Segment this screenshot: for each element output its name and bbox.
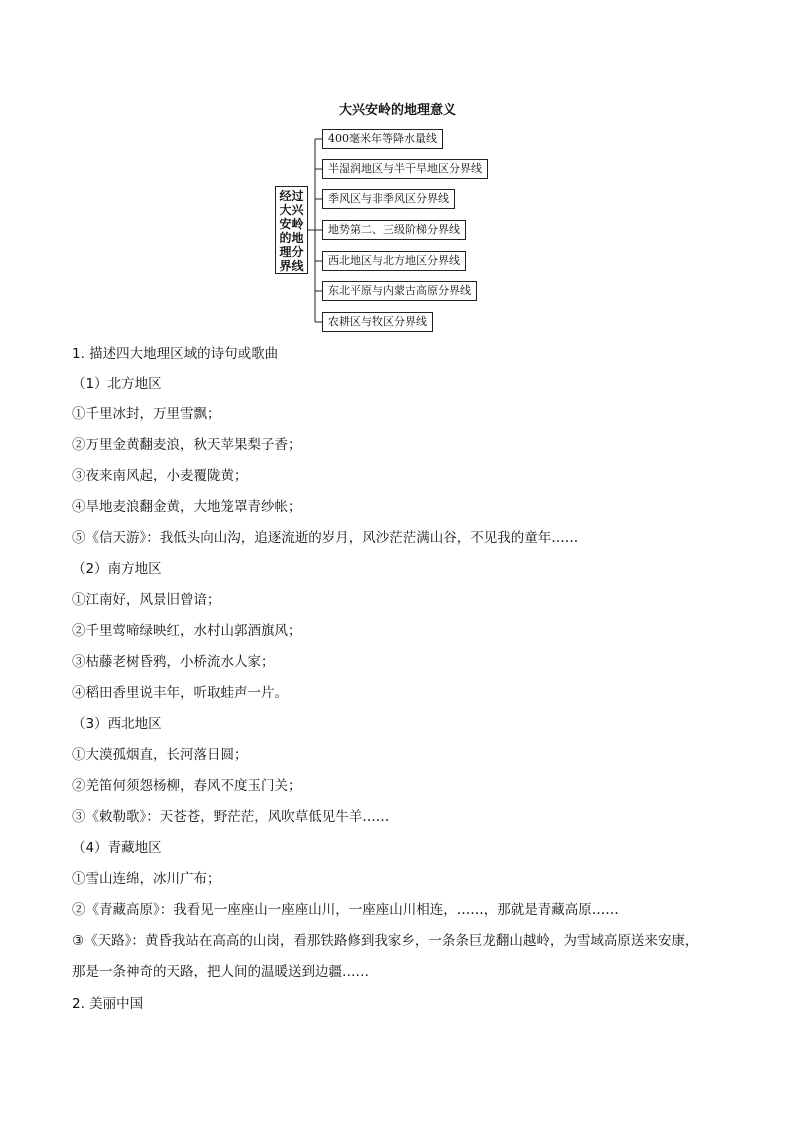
diagram-root-text-line: 的地: [279, 231, 304, 245]
diagram-leaf-plain-plateau-line: 东北平原与内蒙古高原分界线: [322, 281, 477, 301]
list-item: ①大漠孤烟直，长河落日圆；: [72, 747, 248, 763]
subsection-qingzang-title: （4）青藏地区: [72, 840, 162, 856]
subsection-south-title: （2）南方地区: [72, 561, 162, 577]
list-item: ③枯藤老树昏鸦，小桥流水人家；: [72, 654, 275, 670]
diagram-root-text-line: 安岭: [279, 217, 304, 231]
section-2-title: 2. 美丽中国: [72, 996, 144, 1012]
list-item: ①雪山连绵，冰川广布；: [72, 871, 221, 887]
concept-diagram: [0, 0, 794, 340]
section-1-title: 1. 描述四大地理区域的诗句或歌曲: [72, 346, 279, 362]
diagram-leaf-humid-arid-line: 半湿润地区与半干旱地区分界线: [322, 159, 488, 179]
list-item: 那是一条神奇的天路，把人间的温暖送到边疆……: [72, 964, 369, 980]
diagram-leaf-terrain-step-line: 地势第二、三级阶梯分界线: [322, 220, 466, 240]
diagram-title: 大兴安岭的地理意义: [338, 103, 456, 118]
list-item: ③《敕勒歌》：天苍苍，野茫茫，风吹草低见牛羊……: [72, 809, 390, 825]
diagram-root-text-line: 大兴: [279, 203, 304, 217]
list-item: ⑤《信天游》：我低头向山沟，追逐流逝的岁月，风沙茫茫满山谷，不见我的童年……: [72, 530, 579, 546]
diagram-leaf-northwest-north-line: 西北地区与北方地区分界线: [322, 251, 466, 271]
list-item: ④旱地麦浪翻金黄，大地笼罩青纱帐；: [72, 499, 302, 515]
subsection-north-title: （1）北方地区: [72, 376, 162, 392]
diagram-root-box: [275, 186, 308, 274]
subsection-northwest-title: （3）西北地区: [72, 716, 162, 732]
diagram-root-text-line: 理分: [279, 245, 304, 259]
diagram-root-text-line: 经过: [279, 189, 304, 203]
diagram-leaf-farming-pasture-line: 农耕区与牧区分界线: [322, 312, 433, 332]
list-item: ④稻田香里说丰年，听取蛙声一片。: [72, 685, 288, 701]
list-item: ①千里冰封，万里雪飘；: [72, 406, 221, 422]
list-item: ③《天路》：黄昏我站在高高的山岗，看那铁路修到我家乡，一条条巨龙翻山越岭，为雪域高原送来安康，: [72, 933, 699, 949]
list-item: ②《青藏高原》：我看见一座座山一座座山川，一座座山川相连，……，那就是青藏高原……: [72, 902, 619, 918]
list-item: ②万里金黄翻麦浪，秋天苹果梨子香；: [72, 437, 302, 453]
list-item: ③夜来南风起，小麦覆陇黄；: [72, 468, 248, 484]
list-item: ②千里莺啼绿映红，水村山郭酒旗风；: [72, 623, 302, 639]
list-item: ①江南好，风景旧曾谙；: [72, 592, 221, 608]
diagram-leaf-precipitation-line: 400毫米年等降水量线: [322, 129, 443, 149]
diagram-leaf-monsoon-line: 季风区与非季风区分界线: [322, 189, 455, 209]
diagram-root-text-line: 界线: [279, 259, 304, 273]
list-item: ②羌笛何须怨杨柳，春风不度玉门关；: [72, 778, 302, 794]
